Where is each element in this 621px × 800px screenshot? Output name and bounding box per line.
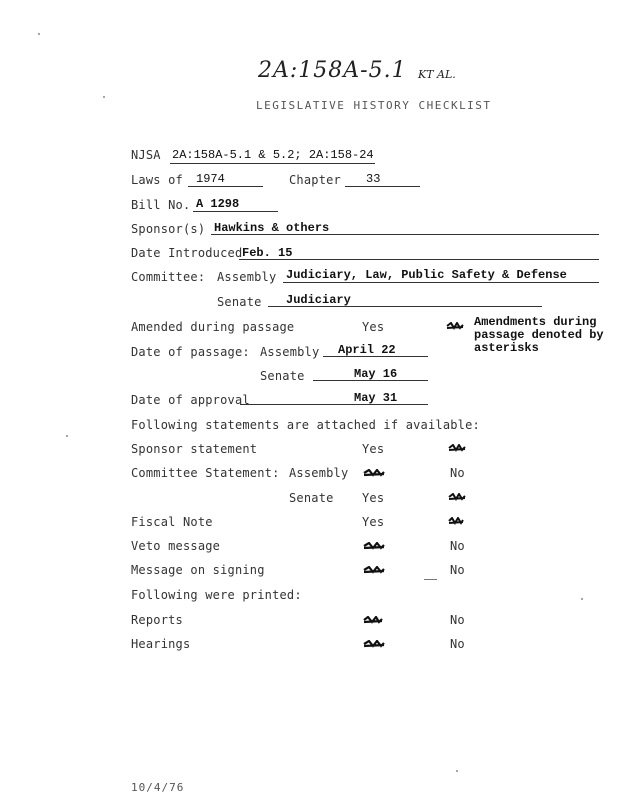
veto-message-no: No	[450, 539, 465, 553]
footer-date: 10/4/76	[131, 781, 185, 794]
amended-label: Amended during passage	[131, 320, 295, 334]
njsa-underline	[170, 163, 375, 164]
committee-statement-assembly-label: Assembly	[289, 466, 349, 480]
njsa-label: NJSA	[131, 148, 161, 162]
strikeout-mark	[363, 542, 381, 550]
committee-label: Committee:	[131, 270, 206, 284]
sponsor-label: Sponsor(s)	[131, 222, 206, 236]
strikeout-mark	[448, 517, 466, 525]
sponsor-underline	[211, 234, 599, 235]
bill-value: A 1298	[196, 197, 240, 211]
scan-speck	[66, 435, 68, 437]
approval-label: Date of approval	[131, 393, 250, 407]
message-on-signing-no: No	[450, 563, 465, 577]
committee-senate-value: Judiciary	[286, 293, 351, 307]
passage-assembly-underline	[323, 356, 428, 357]
date-introduced-underline	[239, 259, 599, 260]
committee-assembly-label: Assembly	[217, 270, 277, 284]
scan-speck	[456, 770, 458, 772]
passage-label: Date of passage:	[131, 345, 250, 359]
strikeout-mark	[363, 566, 381, 574]
sponsor-value: Hawkins & others	[214, 221, 330, 235]
committee-senate-label: Senate	[217, 295, 262, 309]
date-introduced-label: Date Introduced	[131, 246, 243, 260]
amended-yes: Yes	[362, 320, 385, 334]
chapter-value: 33	[366, 172, 381, 186]
laws-underline	[188, 186, 263, 187]
committee-statement-label: Committee Statement:	[131, 466, 280, 480]
scan-speck	[103, 96, 105, 98]
page-title: LEGISLATIVE HISTORY CHECKLIST	[256, 99, 492, 112]
strikeout-mark	[448, 444, 466, 452]
stray-mark	[424, 579, 437, 580]
committee-assembly-value: Judiciary, Law, Public Safety & Defense	[286, 268, 567, 282]
sponsor-statement-label: Sponsor statement	[131, 442, 258, 456]
committee-senate-underline	[268, 306, 542, 307]
fiscal-note-yes: Yes	[362, 515, 385, 529]
date-introduced-value: Feb. 15	[242, 246, 293, 260]
bill-underline	[193, 211, 278, 212]
committee-statement-senate-label: Senate	[289, 491, 334, 505]
approval-value: May 31	[354, 391, 398, 405]
chapter-underline	[345, 186, 420, 187]
strikeout-mark	[446, 322, 464, 330]
committee-statement-assembly-no: No	[450, 466, 465, 480]
handwritten-suffix: KT AL.	[418, 68, 456, 81]
handwritten-statute: 2A:158A-5.1	[258, 58, 407, 83]
reports-label: Reports	[131, 613, 183, 627]
committee-statement-senate-yes: Yes	[362, 491, 385, 505]
passage-senate-underline	[313, 380, 428, 381]
laws-label: Laws of	[131, 173, 183, 187]
printed-heading: Following were printed:	[131, 588, 302, 602]
committee-assembly-underline	[283, 282, 599, 283]
hearings-label: Hearings	[131, 637, 191, 651]
hearings-no: No	[450, 637, 465, 651]
fiscal-note-label: Fiscal Note	[131, 515, 213, 529]
approval-underline	[240, 404, 428, 405]
njsa-value: 2A:158A-5.1 & 5.2; 2A:158-24	[172, 148, 374, 162]
message-on-signing-label: Message on signing	[131, 563, 265, 577]
chapter-label: Chapter	[289, 173, 341, 187]
bill-label: Bill No.	[131, 198, 191, 212]
passage-senate-label: Senate	[260, 369, 305, 383]
strikeout-mark	[363, 469, 381, 477]
strikeout-mark	[448, 493, 466, 501]
laws-value: 1974	[196, 172, 225, 186]
scan-speck	[38, 33, 40, 35]
passage-senate-value: May 16	[354, 367, 398, 381]
sponsor-statement-yes: Yes	[362, 442, 385, 456]
strikeout-mark	[363, 616, 381, 624]
veto-message-label: Veto message	[131, 539, 221, 553]
passage-assembly-label: Assembly	[260, 345, 320, 359]
amendments-note: Amendments during passage denoted by asterisks	[474, 315, 604, 355]
reports-no: No	[450, 613, 465, 627]
passage-assembly-value: April 22	[338, 343, 396, 357]
statements-heading: Following statements are attached if available:	[131, 418, 480, 432]
strikeout-mark	[363, 640, 381, 648]
scan-speck	[581, 598, 583, 600]
